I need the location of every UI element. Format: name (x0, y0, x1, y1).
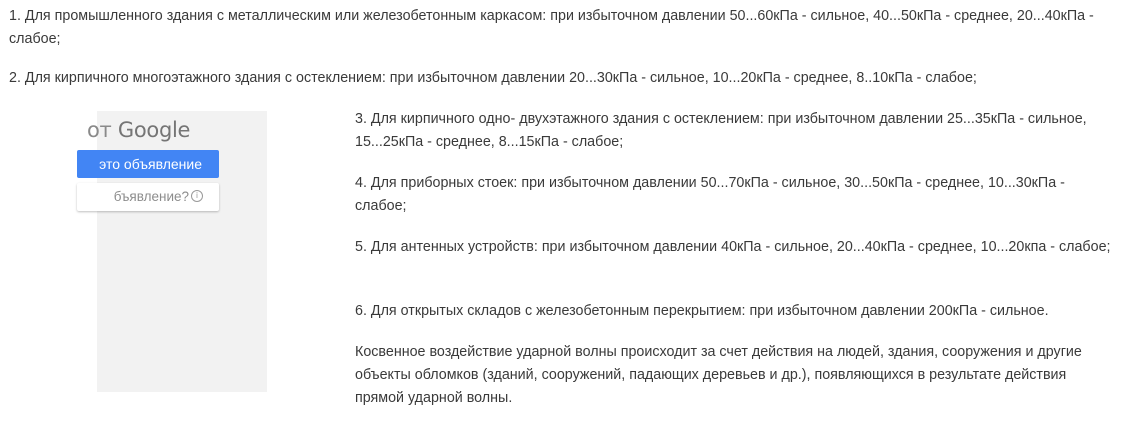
paragraph-1: 1. Для промышленного здания с металлическим или железобетонным каркасом: при избыточном давлении 50...60кПа - сильное, 40...50кПа - среднее, 20...40кПа - слабое; (9, 8, 1094, 47)
paragraph-3: 3. Для кирпичного одно- двухэтажного здания с остеклением: при избыточном давлении 25...35кПа - сильное, 15...25кПа - среднее, 8...15кПа - слабое; (355, 111, 1087, 150)
paragraph-2: 2. Для кирпичного многоэтажного здания с остеклением: при избыточном давлении 20...30кПа - сильное, 10...20кПа - среднее, 8..10кПа - слабое; (9, 70, 977, 86)
paragraph-6: 6. Для открытых складов с железобетонным перекрытием: при избыточном давлении 200кПа - сильное. (355, 303, 1049, 319)
google-logo-text: Google (117, 118, 191, 142)
paragraph-4: 4. Для приборных стоек: при избыточном давлении 50...70кПа - сильное, 30...50кПа - среднее, 10...30кПа - слабое; (355, 175, 1065, 214)
ad-placeholder (87, 111, 267, 392)
stop-ad-button[interactable] (77, 150, 219, 178)
info-circle-icon: i (191, 190, 203, 202)
paragraph-7: Косвенное воздействие ударной волны происходит за счет действия на людей, здания, сооружения и другие объекты обломков (зданий, сооружений, падающих деревьев и др.), появляющихся в результате действия прямой ударной волны. (355, 344, 1082, 406)
why-this-ad-label: бъявление? (113, 189, 189, 204)
stop-ad-button-label: это объявление (99, 156, 202, 172)
why-this-ad-button[interactable] (77, 183, 219, 211)
ad-brand-line (87, 117, 190, 143)
paragraph-5: 5. Для антенных устройств: при избыточном давлении 40кПа - сильное, 20...40кПа - среднее, 10...20кпа - слабое; (355, 239, 1111, 255)
ad-brand-prefix: от (87, 118, 112, 142)
